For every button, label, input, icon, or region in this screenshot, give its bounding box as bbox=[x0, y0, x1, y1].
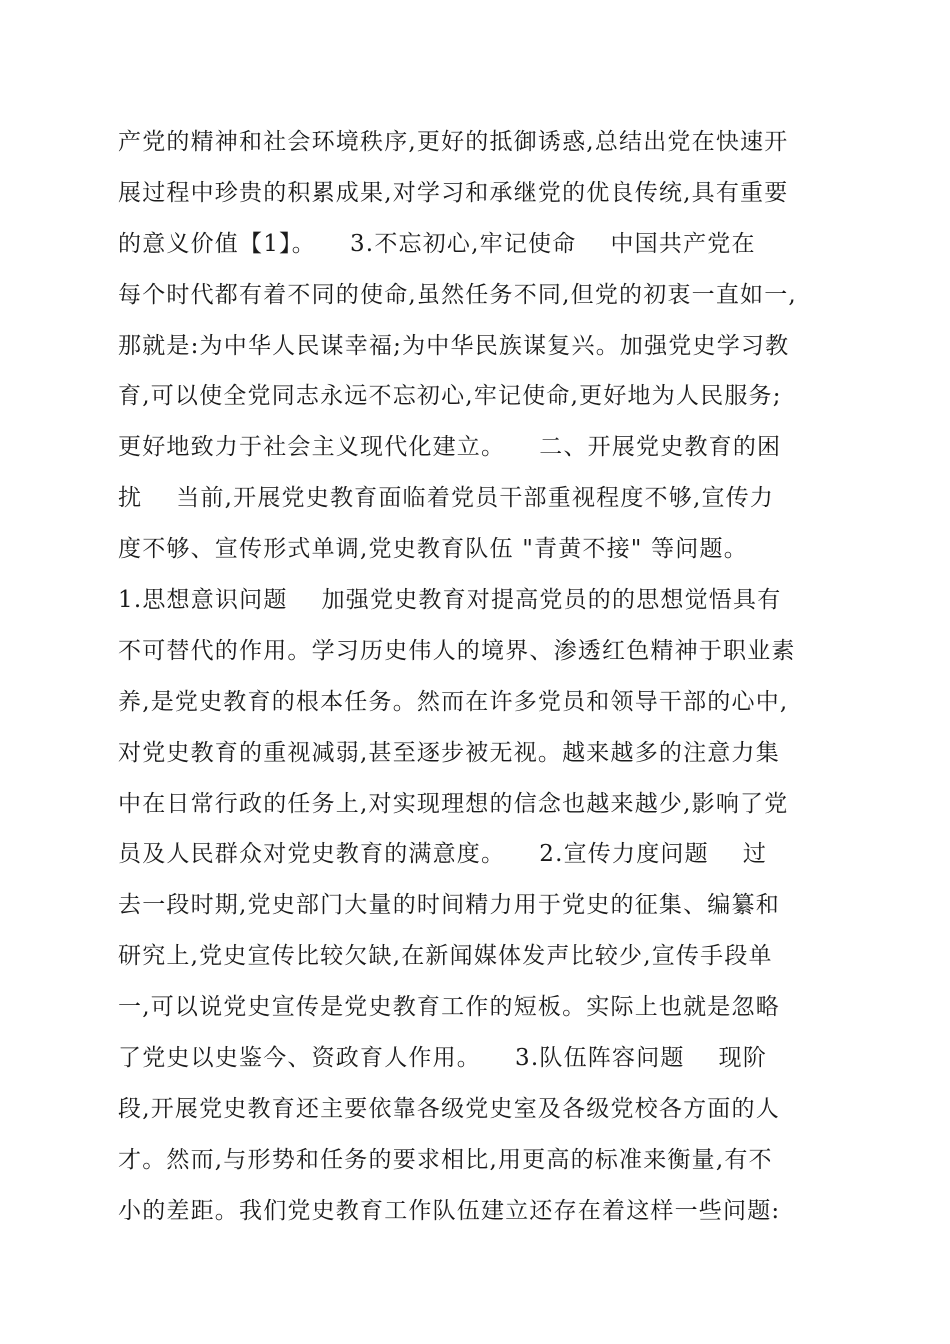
text-line: 研究上,党史宣传比较欠缺,在新闻媒体发声比较少,宣传手段单 bbox=[118, 943, 773, 970]
text-line: 的意义价值【1】。 3.不忘初心,牢记使命 中国共产党在 bbox=[118, 230, 756, 257]
text-line: 员及人民群众对党史教育的满意度。 2.宣传力度问题 过 bbox=[118, 841, 768, 868]
text-line: 产党的精神和社会环境秩序,更好的抵御诱惑,总结出党在快速开 bbox=[118, 129, 789, 155]
text-line: 扰 当前,开展党史教育面临着党员干部重视程度不够,宣传力 bbox=[118, 485, 775, 512]
text-line: 更好地致力于社会主义现代化建立。 二、开展党史教育的困 bbox=[118, 434, 782, 461]
text-line: 每个时代都有着不同的使命,虽然任务不同,但党的初衷一直如一, bbox=[118, 281, 797, 308]
body-text bbox=[118, 117, 838, 1237]
text-line: 一,可以说党史宣传是党史教育工作的短板。实际上也就是忽略 bbox=[118, 994, 780, 1021]
text-line: 1.思想意识问题 加强党史教育对提高党员的的思想觉悟具有 bbox=[118, 587, 782, 614]
text-line: 展过程中珍贵的积累成果,对学习和承继党的优良传统,具有重要 bbox=[118, 179, 789, 206]
text-line: 才。然而,与形势和任务的要求相比,用更高的标准来衡量,有不 bbox=[118, 1146, 773, 1173]
text-line: 那就是:为中华人民谋幸福;为中华民族谋复兴。加强党史学习教 bbox=[118, 332, 790, 359]
text-line: 段,开展党史教育还主要依靠各级党史室及各级党校各方面的人 bbox=[118, 1095, 780, 1122]
text-line: 了党史以史鉴今、资政育人作用。 3.队伍阵容问题 现阶 bbox=[118, 1045, 768, 1072]
text-line: 去一段时期,党史部门大量的时间精力用于党史的征集、编纂和 bbox=[118, 892, 780, 919]
text-line: 小的差距。我们党史教育工作队伍建立还存在着这样一些问题: bbox=[118, 1197, 781, 1224]
text-line: 不可替代的作用。学习历史伟人的境界、渗透红色精神于职业素 bbox=[118, 637, 796, 664]
text-line: 中在日常行政的任务上,对实现理想的信念也越来越少,影响了党 bbox=[118, 790, 789, 817]
text-line: 育,可以使全党同志永远不忘初心,牢记使命,更好地为人民服务; bbox=[118, 383, 782, 410]
text-line: 养,是党史教育的根本任务。然而在许多党员和领导干部的心中, bbox=[118, 688, 789, 715]
text-line: 度不够、宣传形式单调,党史教育队伍 "青黄不接" 等问题。 bbox=[118, 536, 748, 563]
text-line: 对党史教育的重视减弱,甚至逐步被无视。越来越多的注意力集 bbox=[118, 739, 780, 766]
